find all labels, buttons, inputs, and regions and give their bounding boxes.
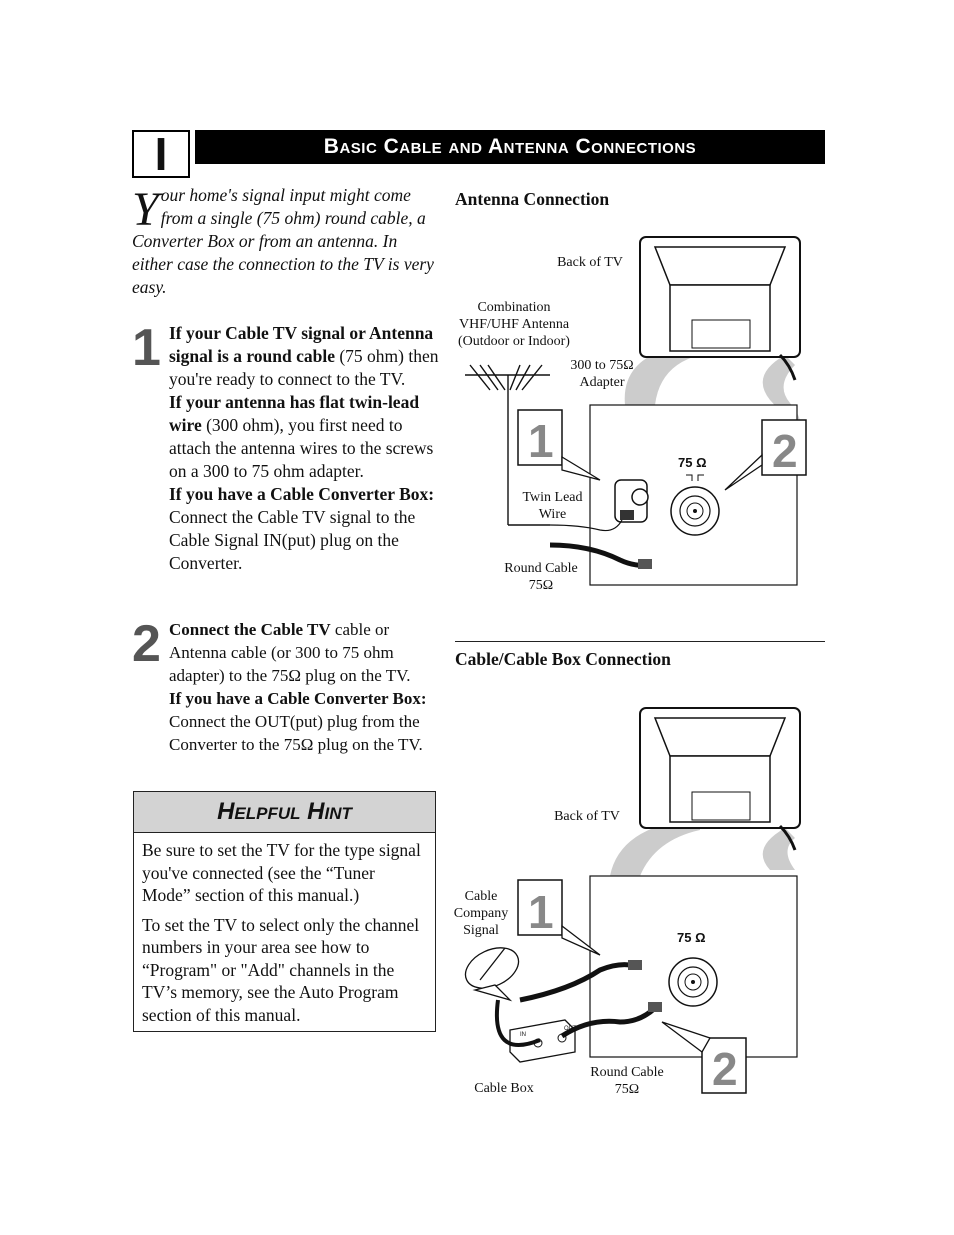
round-cable-label-antenna [497,560,585,594]
signal-label-line-3: Signal [463,923,499,938]
antenna-label-line-2: VHF/UHF Antenna [458,317,570,332]
antenna-label [452,299,576,350]
antenna-label-line-1: Combination [477,300,551,315]
round-cable-label-cable [583,1064,671,1098]
satellite-dish-icon [459,940,525,1000]
antenna-label-line-3: (Outdoor or Indoor) [458,334,570,349]
section-number: I [132,130,190,178]
signal-label-line-1: Cable [464,889,498,904]
cable-connector [628,960,642,970]
back-of-tv-label-2: Back of TV [554,809,620,824]
jack-label-cable: 75 Ω [677,930,706,945]
coax-jack-icon [669,958,717,1006]
callout-1 [518,410,600,480]
step-2-text [169,618,441,756]
callout-1-number: 1 [528,415,554,467]
step-1-p1-bold: If your Cable TV signal or Antenna signal is a round cable [169,323,434,366]
hint-paragraph-2: To set the TV to select only the channel numbers in your area see how to “Program" or "Add" channels in the TV’s memory, see the Auto Program section of this manual. [142,914,420,1025]
tv-back-icon [640,708,800,850]
adapter-label-line-1: 300 to 75Ω [570,358,634,373]
intro-paragraph [132,184,442,299]
step-1-p2-text: (300 ohm), you first need to attach the antenna wires to the screws on a 300 to 75 ohm adapter. [169,415,434,481]
round-cable-line-2: 75Ω [614,1082,640,1097]
box-in-label: IN [520,1032,526,1038]
hint-paragraph-1: Be sure to set the TV for the type signal you've connected (see the “Tuner Mode” section of this manual.) [142,840,421,905]
callout-1 [518,880,600,955]
step-2-p2-text: Connect the OUT(put) plug from the Converter to the 75Ω plug on the TV. [169,712,423,754]
step-2-number: 2 [132,615,161,673]
round-cable-line-2: 75Ω [528,578,554,593]
step-2-p1-text: cable or Antenna cable (or 300 to 75 ohm adapter) to the 75Ω plug on the TV. [169,620,411,685]
twin-lead-line-2: Wire [538,507,567,522]
coax-jack-icon [671,487,719,535]
round-cable-line-1: Round Cable [590,1065,664,1080]
step-1-p3-bold: If you have a Cable Converter Box: [169,484,435,504]
cable-box-label: Cable Box [474,1081,534,1096]
callout-2-number: 2 [712,1043,738,1095]
box-out-label: OUT [564,1026,577,1032]
step-1-p2-bold: If your antenna has flat twin-lead wire [169,392,420,435]
step-1-number: 1 [132,319,161,377]
callout-2-number: 2 [772,425,798,477]
adapter-icon [615,480,648,522]
swoosh-shape-2 [763,828,795,870]
adapter-label-line-2: Adapter [579,375,625,390]
back-of-tv-label: Back of TV [557,255,623,270]
cable-box-icon [510,1020,577,1062]
twin-lead-label [515,489,590,523]
cable-connector-2 [648,1002,662,1012]
step-2-p2-bold: If you have a Cable Converter Box: [169,689,427,708]
jack-label-antenna: 75 Ω [678,455,707,470]
antenna-heading: Antenna Connection [455,189,610,209]
hint-title: Helpful Hint [134,792,435,833]
signal-label-line-2: Company [453,906,509,921]
intro-text: our home's signal input might come from a single (75 ohm) round cable, a Converter Box or from an antenna. In either case the connection to the TV is very easy. [132,185,434,297]
cable-connector [638,559,652,569]
helpful-hint-box [133,791,436,1032]
twin-lead-line-1: Twin Lead [522,490,583,505]
section-divider [455,641,825,642]
round-cable-line-1: Round Cable [504,561,578,576]
antenna-diagram [450,225,810,605]
callout-1-number: 1 [528,886,554,938]
step-1-p1-text: (75 ohm) then you're ready to connect to the TV. [169,346,439,389]
page-title: Basic Cable and Antenna Connections [195,130,825,164]
cable-heading: Cable/Cable Box Connection [455,649,671,669]
drop-cap: Y [132,183,159,236]
step-1-text [169,322,441,575]
adapter-label [560,357,644,391]
cable-signal-label [446,888,516,939]
step-1-p3-text: Connect the Cable TV signal to the Cable Signal IN(put) plug on the Converter. [169,507,416,573]
step-2-p1-bold: Connect the Cable TV [169,620,331,639]
